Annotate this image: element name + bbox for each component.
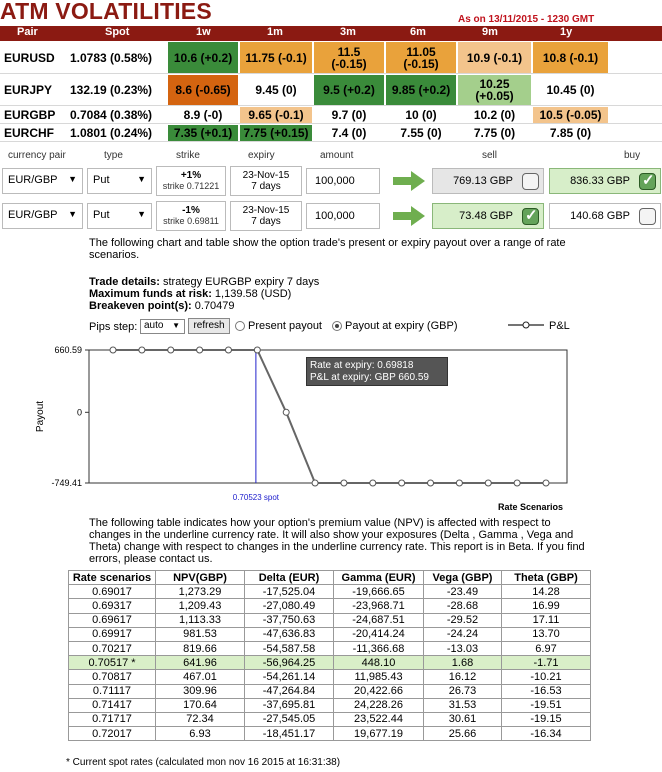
chevron-down-icon: ▼ [68, 209, 77, 219]
vol-cell: 10.45 (0) [533, 75, 608, 105]
sell-checkbox[interactable] [522, 173, 539, 190]
y-axis-label: Payout [35, 400, 46, 433]
pnl-point [283, 409, 289, 415]
expiry-date: 23-Nov-15 [242, 205, 290, 216]
npv-table [68, 570, 591, 741]
npv-cell: 1,113.33 [156, 613, 245, 627]
pnl-point [456, 480, 462, 486]
npv-cell: -19.51 [502, 698, 591, 712]
strike-pct: -1% [182, 205, 200, 216]
npv-cell: -27,080.49 [245, 599, 334, 613]
y-tick-label: 0 [76, 407, 82, 418]
trade-details [89, 276, 609, 312]
buy-checkbox[interactable] [639, 208, 656, 225]
npv-cell: -24.24 [424, 627, 502, 641]
vol-cell: 7.4 (0) [314, 125, 384, 141]
chevron-down-icon: ▼ [137, 209, 146, 219]
buy-price: 140.68 GBP [570, 210, 630, 222]
col-6m: 6m [410, 26, 426, 38]
vol-row [0, 41, 662, 74]
buy-price-button[interactable] [549, 168, 661, 194]
radio-expiry-payout[interactable] [332, 321, 342, 331]
pips-step-select[interactable] [140, 319, 185, 334]
npv-cell: -27,545.05 [245, 712, 334, 726]
npv-cell: -23.49 [424, 585, 502, 599]
vol-cell: 7.55 (0) [386, 125, 456, 141]
pnl-point [254, 347, 260, 353]
legend-label: P&L [549, 320, 570, 332]
vol-row [0, 74, 662, 106]
strike-field[interactable] [156, 201, 226, 231]
pnl-point [428, 480, 434, 486]
strike-value: strike 0.71221 [162, 181, 220, 191]
npv-cell: 1.68 [424, 656, 502, 670]
vol-cell: 10.2 (0) [458, 107, 531, 123]
npv-cell: -16.53 [502, 684, 591, 698]
npv-table-header [69, 571, 591, 585]
breakeven-value: 0.70479 [194, 300, 235, 312]
npv-row [69, 656, 591, 670]
npv-cell: 31.53 [424, 698, 502, 712]
vol-cell: 10.25 (+0.05) [458, 75, 531, 105]
npv-cell: -13.03 [424, 641, 502, 655]
vol-spot: 1.0783 (0.58%) [70, 50, 153, 65]
label-type: type [104, 150, 123, 161]
sell-price-button[interactable] [432, 168, 544, 194]
page-title: ATM VOLATILITIES [0, 0, 212, 24]
col-1y: 1y [560, 26, 573, 38]
pair-value: EUR/GBP [8, 209, 58, 221]
npv-header-cell: Theta (GBP) [502, 571, 591, 585]
npv-cell: -23,968.71 [334, 599, 424, 613]
vol-cell: 9.65 (-0.1) [240, 107, 312, 123]
npv-cell: -17,525.04 [245, 585, 334, 599]
pair-select[interactable] [2, 168, 83, 194]
vol-cell: 11.05 (-0.15) [386, 42, 456, 73]
col-1w: 1w [196, 26, 211, 38]
legend-line-icon [506, 320, 546, 330]
npv-cell: 0.71417 [69, 698, 156, 712]
pnl-point [543, 480, 549, 486]
vol-pair: EURJPY [4, 83, 53, 97]
npv-cell: 0.71717 [69, 712, 156, 726]
npv-cell: 0.69617 [69, 613, 156, 627]
pnl-point [370, 480, 376, 486]
npv-cell: 6.93 [156, 727, 245, 741]
npv-cell: -1.71 [502, 656, 591, 670]
max-funds-label: Maximum funds at risk: [89, 288, 212, 300]
breakeven-label: Breakeven point(s): [89, 300, 192, 312]
pnl-point [514, 480, 520, 486]
npv-cell: 0.69317 [69, 599, 156, 613]
footnote: * Current spot rates (calculated mon nov 16 2015 at 16:31:38) [66, 757, 341, 768]
col-9m: 9m [482, 26, 498, 38]
expiry-days: 7 days [251, 181, 281, 192]
vol-cell: 7.75 (+0.15) [240, 125, 312, 141]
npv-row [69, 641, 591, 655]
tooltip-pnl: P&L at expiry: GBP 660.59 [310, 372, 429, 383]
expiry-date: 23-Nov-15 [242, 170, 290, 181]
trade-details-value: strategy EURGBP expiry 7 days [162, 276, 320, 288]
npv-cell: -19,666.65 [334, 585, 424, 599]
npv-row [69, 613, 591, 627]
npv-cell: 23,522.44 [334, 712, 424, 726]
pips-step-value: auto [144, 320, 164, 331]
pnl-point [225, 347, 231, 353]
type-select[interactable] [87, 168, 152, 194]
pair-value: EUR/GBP [8, 174, 58, 186]
type-select[interactable] [87, 203, 152, 229]
pnl-point [485, 480, 491, 486]
npv-row [69, 585, 591, 599]
col-spot: Spot [105, 26, 130, 38]
npv-row [69, 712, 591, 726]
npv-cell: -47,264.84 [245, 684, 334, 698]
buy-price-button[interactable] [549, 203, 661, 229]
npv-cell: -56,964.25 [245, 656, 334, 670]
vol-pair: EURGBP [4, 108, 56, 122]
vol-cell: 9.45 (0) [240, 75, 312, 105]
npv-header-cell: Rate scenarios [69, 571, 156, 585]
pips-step-label: Pips step: [89, 321, 138, 333]
npv-cell: 30.61 [424, 712, 502, 726]
chevron-down-icon: ▼ [137, 174, 146, 184]
trade-details-label: Trade details: [89, 276, 160, 288]
vol-cell: 8.6 (-0.65) [168, 75, 238, 105]
label-strike: strike [176, 150, 200, 161]
type-value: Put [93, 209, 110, 221]
pnl-point [139, 347, 145, 353]
npv-cell: 981.53 [156, 627, 245, 641]
vol-cell: 10.6 (+0.2) [168, 42, 238, 73]
tooltip-rate: Rate at expiry: 0.69818 [310, 360, 414, 371]
npv-cell: -19.15 [502, 712, 591, 726]
npv-table-body [69, 585, 591, 741]
strike-pct: +1% [180, 170, 202, 181]
radio-present-payout[interactable] [235, 321, 245, 331]
npv-cell: 6.97 [502, 641, 591, 655]
npv-cell: 0.70217 [69, 641, 156, 655]
npv-cell: -28.68 [424, 599, 502, 613]
npv-cell: 20,422.66 [334, 684, 424, 698]
npv-cell: -37,695.81 [245, 698, 334, 712]
npv-cell: 0.69017 [69, 585, 156, 599]
expiry-field[interactable] [230, 166, 302, 196]
amount-input[interactable]: 100,000 [306, 203, 380, 229]
buy-price: 836.33 GBP [570, 175, 630, 187]
npv-cell: 13.70 [502, 627, 591, 641]
vol-cell: 7.35 (+0.1) [168, 125, 238, 141]
spot-label: 0.70523 spot [232, 493, 280, 502]
npv-cell: 19,677.19 [334, 727, 424, 741]
npv-cell: 0.70517 * [69, 656, 156, 670]
npv-cell: 14.28 [502, 585, 591, 599]
npv-header-cell: Delta (EUR) [245, 571, 334, 585]
label-sell: sell [482, 150, 498, 161]
npv-cell: 170.64 [156, 698, 245, 712]
vol-cell: 9.7 (0) [314, 107, 384, 123]
npv-cell: -10.21 [502, 670, 591, 684]
sell-price: 769.13 GBP [453, 175, 513, 187]
vol-cell: 9.85 (+0.2) [386, 75, 456, 105]
pnl-point [168, 347, 174, 353]
npv-cell: -20,414.24 [334, 627, 424, 641]
amount-input[interactable]: 100,000 [306, 168, 380, 194]
chart-intro-text: The following chart and table show the option trade's present or expiry payout over a range of rate scenarios. [89, 237, 566, 261]
vol-row [0, 124, 662, 142]
pnl-point [341, 480, 347, 486]
npv-cell: -29.52 [424, 613, 502, 627]
col-pair: Pair [17, 26, 38, 38]
label-expiry: expiry [248, 150, 275, 161]
strike-field[interactable] [156, 166, 226, 196]
radio-present-label: Present payout [248, 320, 322, 332]
npv-cell: 16.12 [424, 670, 502, 684]
npv-cell: 17.11 [502, 613, 591, 627]
npv-cell: 309.96 [156, 684, 245, 698]
label-currency-pair: currency pair [8, 150, 66, 161]
y-tick-label: -749.41 [51, 478, 82, 488]
npv-cell: 0.72017 [69, 727, 156, 741]
sell-checkbox[interactable] [522, 208, 539, 225]
chart-tooltip [306, 357, 448, 386]
type-value: Put [93, 174, 110, 186]
npv-row [69, 627, 591, 641]
vol-cell: 9.5 (+0.2) [314, 75, 384, 105]
npv-cell: 0.70817 [69, 670, 156, 684]
chevron-down-icon: ▼ [172, 321, 180, 330]
radio-expiry-label: Payout at expiry (GBP) [345, 320, 458, 332]
pnl-point [399, 480, 405, 486]
npv-cell: 24,228.26 [334, 698, 424, 712]
arrow-right-icon [393, 171, 425, 191]
npv-cell: 11,985.43 [334, 670, 424, 684]
label-amount: amount [320, 150, 354, 161]
npv-header-cell: Vega (GBP) [424, 571, 502, 585]
vol-cell: 11.5 (-0.15) [314, 42, 384, 73]
vol-cell: 10.8 (-0.1) [533, 42, 608, 73]
vol-spot: 1.0801 (0.24%) [70, 126, 153, 140]
vol-pair: EURCHF [4, 126, 54, 140]
npv-cell: 72.34 [156, 712, 245, 726]
npv-cell: 25.66 [424, 727, 502, 741]
npv-cell: 819.66 [156, 641, 245, 655]
vol-cell: 10.9 (-0.1) [458, 42, 531, 73]
strike-value: strike 0.69811 [163, 216, 219, 226]
vol-pair: EURUSD [4, 50, 55, 65]
expiry-field[interactable] [230, 201, 302, 231]
refresh-button[interactable]: refresh [188, 318, 230, 334]
x-axis-label: Rate Scenarios [498, 502, 564, 512]
npv-cell: -54,261.14 [245, 670, 334, 684]
npv-cell: 16.99 [502, 599, 591, 613]
pnl-point [197, 347, 203, 353]
arrow-right-icon [393, 206, 425, 226]
vol-cell: 7.85 (0) [533, 125, 608, 141]
pnl-point [110, 347, 116, 353]
pair-select[interactable] [2, 203, 83, 229]
y-tick-label: 660.59 [54, 345, 82, 355]
vol-cell: 7.75 (0) [458, 125, 531, 141]
as-of-timestamp: As on 13/11/2015 - 1230 GMT [458, 14, 595, 25]
max-funds-value: 1,139.58 (USD) [214, 288, 292, 300]
npv-cell: -24,687.51 [334, 613, 424, 627]
npv-row [69, 727, 591, 741]
vol-table-header [0, 26, 662, 41]
buy-checkbox[interactable] [639, 173, 656, 190]
npv-cell: 467.01 [156, 670, 245, 684]
vol-spot: 0.7084 (0.38%) [70, 108, 153, 122]
npv-intro-text: The following table indicates how your option's premium value (NPV) is affected with respect to changes in the underline currency rate. It will also show your exposures (Delta , Gamma , Vega and Theta) change with respect to changes in the underline currency rate. This report is in Beta. If you find errors, please contact us. [89, 517, 585, 565]
npv-row [69, 670, 591, 684]
npv-cell: -16.34 [502, 727, 591, 741]
npv-cell: -54,587.58 [245, 641, 334, 655]
npv-cell: -37,750.63 [245, 613, 334, 627]
npv-cell: 0.69917 [69, 627, 156, 641]
sell-price-button[interactable] [432, 203, 544, 229]
npv-cell: -11,366.68 [334, 641, 424, 655]
npv-row [69, 698, 591, 712]
npv-cell: 0.71117 [69, 684, 156, 698]
sell-price: 73.48 GBP [459, 210, 513, 222]
chevron-down-icon: ▼ [68, 174, 77, 184]
col-3m: 3m [340, 26, 356, 38]
npv-row [69, 599, 591, 613]
vol-row [0, 106, 662, 124]
vol-cell: 8.9 (-0) [168, 107, 238, 123]
pnl-point [312, 480, 318, 486]
npv-cell: 1,209.43 [156, 599, 245, 613]
vol-cell: 11.75 (-0.1) [240, 42, 312, 73]
vol-cell: 10.5 (-0.05) [533, 107, 608, 123]
npv-cell: -47,636.83 [245, 627, 334, 641]
npv-cell: 448.10 [334, 656, 424, 670]
npv-cell: -18,451.17 [245, 727, 334, 741]
npv-cell: 641.96 [156, 656, 245, 670]
col-1m: 1m [267, 26, 283, 38]
label-buy: buy [624, 150, 641, 161]
expiry-days: 7 days [251, 216, 281, 227]
npv-row [69, 684, 591, 698]
npv-header-cell: NPV(GBP) [156, 571, 245, 585]
npv-cell: 26.73 [424, 684, 502, 698]
npv-cell: 1,273.29 [156, 585, 245, 599]
chart-frame [35, 345, 567, 502]
vol-cell: 10 (0) [386, 107, 456, 123]
npv-header-cell: Gamma (EUR) [334, 571, 424, 585]
vol-spot: 132.19 (0.23%) [70, 83, 153, 97]
